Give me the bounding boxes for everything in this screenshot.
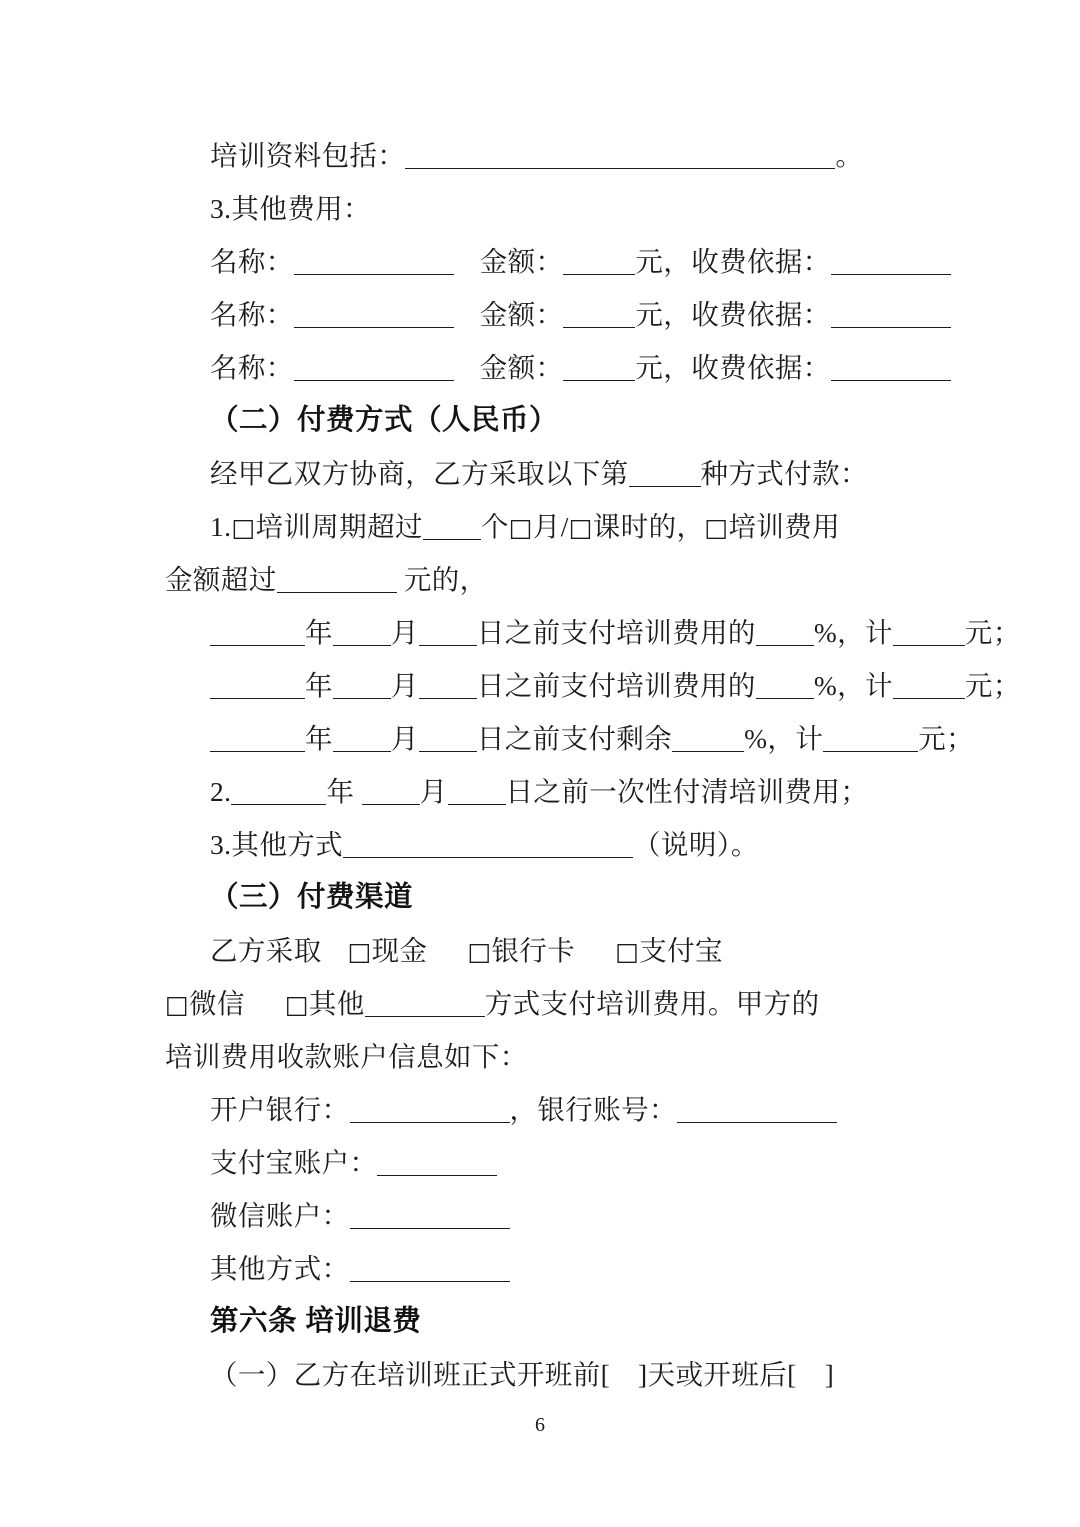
lumpsum-month-blank[interactable] (362, 782, 420, 805)
lumpsum-tail: 日之前一次性付清培训费用； (505, 776, 869, 807)
checkbox-wechat-icon[interactable]: □ (165, 990, 190, 1019)
amount-exceed-blank[interactable] (277, 570, 397, 593)
payment-option-1-wrap-line (165, 553, 922, 606)
account-info-intro: 培训费用收款账户信息如下： (165, 1041, 528, 1072)
bank-number-label: ，银行账号： (509, 1094, 677, 1125)
option-2-number: 2. (210, 776, 232, 807)
training-period-blank[interactable] (423, 517, 481, 540)
lumpsum-year-blank[interactable] (231, 782, 326, 805)
fee-amount-label: 金额： (479, 299, 564, 330)
alipay-account-label: 支付宝账户： (210, 1147, 378, 1178)
installment-amount-blank[interactable] (893, 623, 965, 646)
installment-month-label: 月 (390, 723, 419, 754)
option-1-text-a: 培训周期超过 (255, 511, 423, 542)
checkbox-month-icon[interactable]: □ (508, 513, 533, 542)
installment-amount-blank[interactable] (893, 676, 965, 699)
section-two-heading: （二）付费方式（人民币） (210, 405, 559, 436)
other-method-blank[interactable] (343, 835, 633, 858)
bank-account-line (165, 1083, 922, 1136)
alipay-account-blank[interactable] (377, 1153, 497, 1176)
article-six-item-1: （一）乙方在培训班正式开班前[ ]天或开班后[ ] (210, 1359, 835, 1390)
installment-year-label: 年 (305, 617, 333, 648)
installment-remaining-row (165, 712, 975, 765)
lumpsum-month-label: 月 (419, 776, 448, 807)
fee-row (165, 235, 922, 288)
payment-negotiation-line (165, 447, 922, 500)
amount-exceed-label: 金额超过 (165, 564, 277, 595)
other-account-label: 其他方式： (210, 1253, 350, 1284)
option-3-tail: （说明）。 (633, 829, 759, 860)
installment-remaining-percent-blank[interactable] (672, 729, 744, 752)
channel-bankcard-label: 银行卡 (491, 935, 576, 966)
negotiation-suffix: 种方式付款： (700, 458, 868, 489)
fee-name-label: 名称： (210, 352, 294, 383)
other-channel-blank[interactable] (365, 994, 485, 1017)
other-account-line (165, 1242, 922, 1295)
installment-year-blank[interactable] (210, 623, 305, 646)
installment-text: 日之前支付培训费用的 (476, 617, 756, 648)
payment-channel-line (165, 924, 922, 977)
checkbox-training-fee-icon[interactable]: □ (704, 513, 729, 542)
fee-amount-label: 金额： (479, 246, 564, 277)
option-1-text-d: 课时的， (592, 511, 705, 542)
installment-year-label: 年 (305, 723, 333, 754)
installment-remaining-amount-blank[interactable] (823, 729, 918, 752)
installment-month-blank[interactable] (333, 623, 391, 646)
fee-basis-blank[interactable] (831, 358, 951, 381)
bank-name-label: 开户银行： (210, 1094, 350, 1125)
fee-basis-blank[interactable] (831, 252, 951, 275)
installment-percent-blank[interactable] (756, 623, 814, 646)
installment-remaining-text: 日之前支付剩余 (476, 723, 673, 754)
fee-row (165, 341, 922, 394)
fee-amount-blank[interactable] (563, 358, 635, 381)
lumpsum-year-label: 年 (326, 776, 362, 807)
wechat-account-blank[interactable] (350, 1206, 510, 1229)
installment-day-blank[interactable] (419, 676, 477, 699)
installment-month-blank[interactable] (333, 729, 391, 752)
channel-other-label: 其他 (308, 988, 365, 1019)
installment-row (165, 659, 1021, 712)
wechat-account-line (165, 1189, 922, 1242)
other-fees-heading: 3.其他费用： (210, 193, 371, 224)
installment-year-blank[interactable] (210, 676, 305, 699)
installment-month-label: 月 (390, 617, 419, 648)
installment-month-label: 月 (390, 670, 419, 701)
payment-option-1-line (165, 500, 922, 553)
option-1-number: 1. (210, 511, 232, 542)
payment-channel-wrap-line (165, 977, 922, 1030)
channel-prefix: 乙方采取 (210, 935, 322, 966)
checkbox-alipay-icon[interactable]: □ (615, 937, 640, 966)
fee-name-label: 名称： (210, 299, 294, 330)
training-materials-line (165, 129, 922, 182)
channel-cash-label: 现金 (371, 935, 428, 966)
article-six-heading: 第六条 培训退费 (210, 1305, 422, 1337)
training-materials-blank[interactable] (405, 146, 835, 169)
fee-name-blank[interactable] (294, 305, 454, 328)
checkbox-bankcard-icon[interactable]: □ (467, 937, 492, 966)
fee-row (165, 288, 922, 341)
fee-basis-label: 元，收费依据： (635, 246, 831, 277)
installment-yuan-label: 元； (964, 617, 1021, 648)
payment-option-3-line (165, 818, 922, 871)
installment-year-label: 年 (305, 670, 333, 701)
installment-yuan-label: 元； (964, 670, 1021, 701)
payment-option-number-blank[interactable] (629, 464, 701, 487)
fee-name-label: 名称： (210, 246, 294, 277)
alipay-account-line (165, 1136, 922, 1189)
channel-wechat-label: 微信 (189, 988, 245, 1019)
checkbox-training-period-icon[interactable]: □ (231, 513, 256, 542)
fee-basis-label: 元，收费依据： (635, 299, 831, 330)
training-materials-period: 。 (835, 140, 864, 171)
installment-day-blank[interactable] (419, 623, 477, 646)
fee-basis-blank[interactable] (831, 305, 951, 328)
amount-exceed-suffix: 元的， (396, 564, 488, 595)
installment-row (165, 606, 1021, 659)
checkbox-other-channel-icon[interactable]: □ (284, 990, 309, 1019)
fee-name-blank[interactable] (294, 358, 454, 381)
installment-percent-label: %，计 (813, 670, 893, 701)
installment-yuan-label: 元； (918, 723, 975, 754)
option-1-text-e: 培训费用 (728, 511, 841, 542)
installment-percent-label: %，计 (813, 617, 893, 648)
channel-tail: 方式支付培训费用。甲方的 (484, 988, 820, 1019)
wechat-account-label: 微信账户： (210, 1200, 350, 1231)
training-materials-label: 培训资料包括： (210, 140, 406, 171)
installment-month-blank[interactable] (333, 676, 391, 699)
negotiation-prefix: 经甲乙双方协商，乙方采取以下第 (210, 458, 629, 489)
checkbox-cash-icon[interactable]: □ (347, 937, 372, 966)
channel-alipay-label: 支付宝 (639, 935, 723, 966)
checkbox-class-hour-icon[interactable]: □ (568, 513, 593, 542)
bank-number-blank[interactable] (677, 1100, 837, 1123)
option-1-text-c: 月/ (532, 511, 569, 542)
installment-year-blank[interactable] (210, 729, 305, 752)
fee-amount-blank[interactable] (563, 305, 635, 328)
fee-basis-label: 元，收费依据： (635, 352, 831, 383)
fee-name-blank[interactable] (294, 252, 454, 275)
option-1-text-b: 个 (480, 511, 509, 542)
bank-name-blank[interactable] (350, 1100, 510, 1123)
installment-day-blank[interactable] (419, 729, 477, 752)
payment-option-2-line (165, 765, 922, 818)
section-three-heading: （三）付费渠道 (210, 882, 414, 913)
page-number: 6 (535, 1414, 545, 1436)
document-body (165, 129, 1021, 1401)
installment-percent-blank[interactable] (756, 676, 814, 699)
option-3-label: 3.其他方式 (210, 829, 344, 860)
installment-percent-label: %，计 (744, 723, 824, 754)
lumpsum-day-blank[interactable] (448, 782, 506, 805)
fee-amount-label: 金额： (479, 352, 564, 383)
installment-text: 日之前支付培训费用的 (476, 670, 756, 701)
fee-amount-blank[interactable] (563, 252, 635, 275)
other-account-blank[interactable] (350, 1259, 510, 1282)
